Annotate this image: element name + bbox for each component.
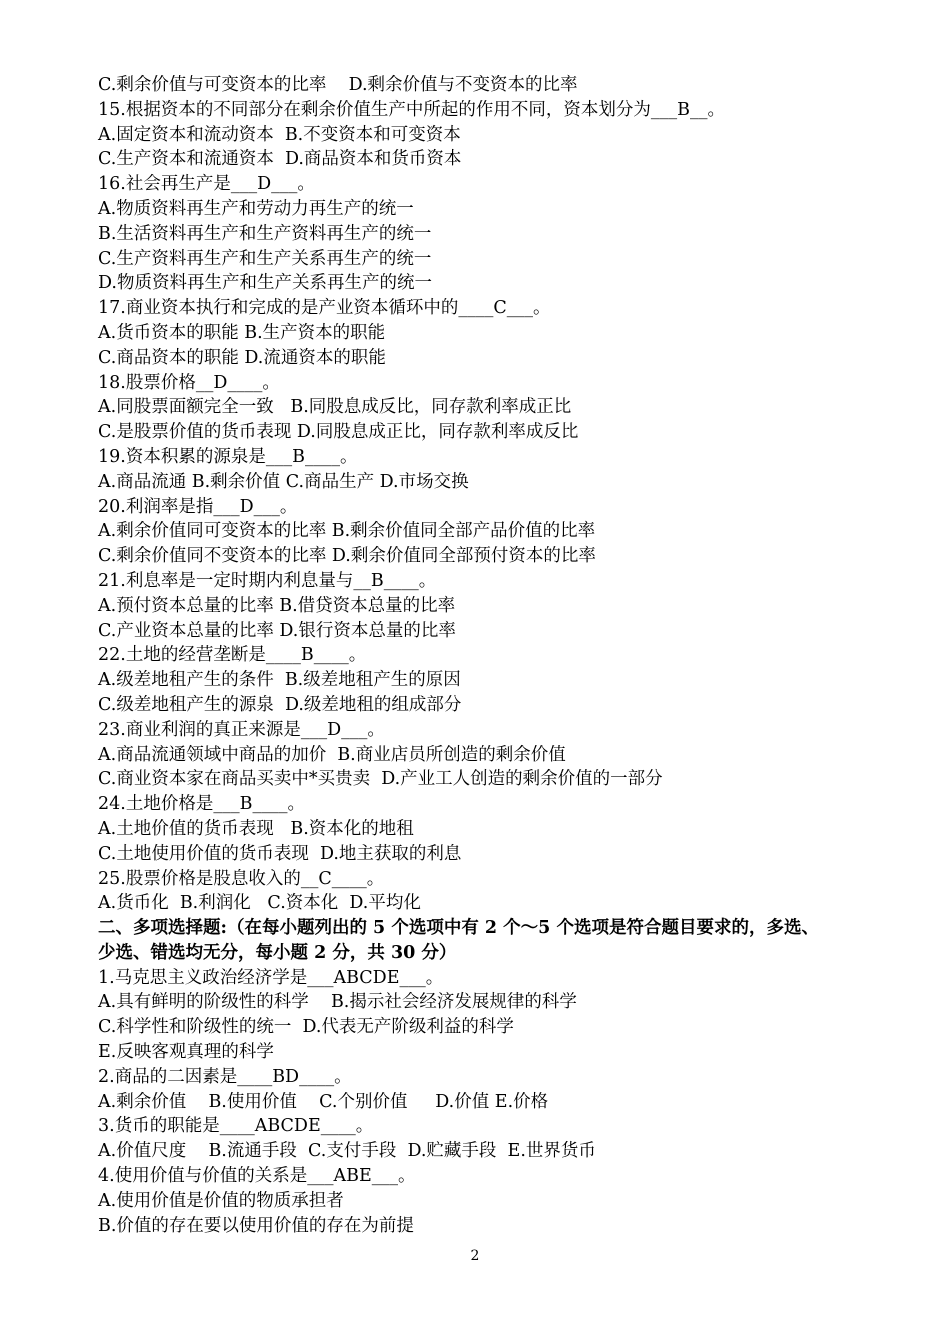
text-line: E.反映客观真理的科学 xyxy=(98,1042,274,1063)
text-line: C.剩余价值与可变资本的比率 D.剩余价值与不变资本的比率 xyxy=(98,75,578,95)
text-line: A.级差地租产生的条件 B.级差地租产生的原因 xyxy=(98,670,461,691)
text-line: 15.根据资本的不同部分在剩余价值生产中所起的作用不同，资本划分为___B__。 xyxy=(98,99,725,120)
text-line: C.土地使用价值的货币表现 D.地主获取的利息 xyxy=(98,843,462,864)
text-line: 23.商业利润的真正来源是___D___。 xyxy=(98,719,385,740)
text-line: 3.货币的职能是____ABCDE____。 xyxy=(98,1116,374,1137)
text-line: 22.土地的经营垄断是____B____。 xyxy=(98,645,367,666)
text-line: A.预付资本总量的比率 B.借贷资本总量的比率 xyxy=(98,595,456,616)
text-line: B.价值的存在要以使用价值的存在为前提 xyxy=(98,1215,414,1236)
text-line: 20.利润率是指___D___。 xyxy=(98,496,298,517)
text-line: A.剩余价值同可变资本的比率 B.剩余价值同全部产品价值的比率 xyxy=(98,521,596,542)
text-line: C.商业资本家在商品买卖中*买贵卖 D.产业工人创造的剩余价值的一部分 xyxy=(98,769,663,790)
text-line: 4.使用价值与价值的关系是___ABE___。 xyxy=(98,1166,416,1187)
text-line: 16.社会再生产是___D___。 xyxy=(98,174,315,195)
text-line: A.同股票面额完全一致 B.同股息成反比，同存款利率成正比 xyxy=(98,397,572,418)
text-line: A.具有鲜明的阶级性的科学 B.揭示社会经济发展规律的科学 xyxy=(98,992,577,1013)
text-line: 19.资本积累的源泉是___B____。 xyxy=(98,446,358,467)
text-line: C.是股票价值的货币表现 D.同股息成正比，同存款利率成反比 xyxy=(98,422,579,443)
text-line: C.科学性和阶级性的统一 D.代表无产阶级利益的科学 xyxy=(98,1017,514,1038)
text-line: A.货币化 B.利润化 C.资本化 D.平均化 xyxy=(98,893,421,914)
text-line: 21.利息率是一定时期内利息量与__B____。 xyxy=(98,570,437,591)
text-line: A.使用价值是价值的物质承担者 xyxy=(98,1190,344,1211)
text-line: 1.马克思主义政治经济学是___ABCDE___。 xyxy=(98,967,444,988)
text-line: 18.股票价格__D____。 xyxy=(98,372,280,393)
text-line: D.物质资料再生产和生产关系再生产的统一 xyxy=(98,273,432,294)
text-line: C.生产资本和流通资本 D.商品资本和货币资本 xyxy=(98,149,462,170)
text-line: 2.商品的二因素是____BD____。 xyxy=(98,1066,352,1087)
document-page xyxy=(98,73,888,1238)
text-line: A.物质资料再生产和劳动力再生产的统一 xyxy=(98,198,414,219)
text-line: C.产业资本总量的比率 D.银行资本总量的比率 xyxy=(98,620,456,641)
text-line: A.剩余价值 B.使用价值 C.个别价值 D.价值 E.价格 xyxy=(98,1091,549,1112)
text-line: A.固定资本和流动资本 B.不变资本和可变资本 xyxy=(98,124,461,145)
text-line: A.商品流通领域中商品的加价 B.商业店员所创造的剩余价值 xyxy=(98,744,566,765)
text-line: C.生产资料再生产和生产关系再生产的统一 xyxy=(98,248,432,269)
text-line: 17.商业资本执行和完成的是产业资本循环中的____C___。 xyxy=(98,298,551,319)
text-line: A.货币资本的职能 B.生产资本的职能 xyxy=(98,322,386,343)
section-heading-line: 二、多项选择题:（在每小题列出的 5 个选项中有 2 个～5 个选项是符合题目要求的，多选、 xyxy=(98,918,819,939)
page-number: 2 xyxy=(470,1248,480,1264)
text-line: C.商品资本的职能 D.流通资本的职能 xyxy=(98,347,386,368)
section-heading-line: 少选、错选均无分，每小题 2 分，共 30 分） xyxy=(98,942,457,963)
text-line: C.剩余价值同不变资本的比率 D.剩余价值同全部预付资本的比率 xyxy=(98,546,596,567)
text-line: A.价值尺度 B.流通手段 C.支付手段 D.贮藏手段 E.世界货币 xyxy=(98,1141,596,1162)
text-line: A.土地价值的货币表现 B.资本化的地租 xyxy=(98,818,414,839)
text-line: 25.股票价格是股息收入的__C____。 xyxy=(98,868,385,889)
text-line: A.商品流通 B.剩余价值 C.商品生产 D.市场交换 xyxy=(98,471,469,492)
text-line: 24.土地价格是___B____。 xyxy=(98,794,305,815)
text-line: C.级差地租产生的源泉 D.级差地租的组成部分 xyxy=(98,694,462,715)
text-line: B.生活资料再生产和生产资料再生产的统一 xyxy=(98,223,432,244)
